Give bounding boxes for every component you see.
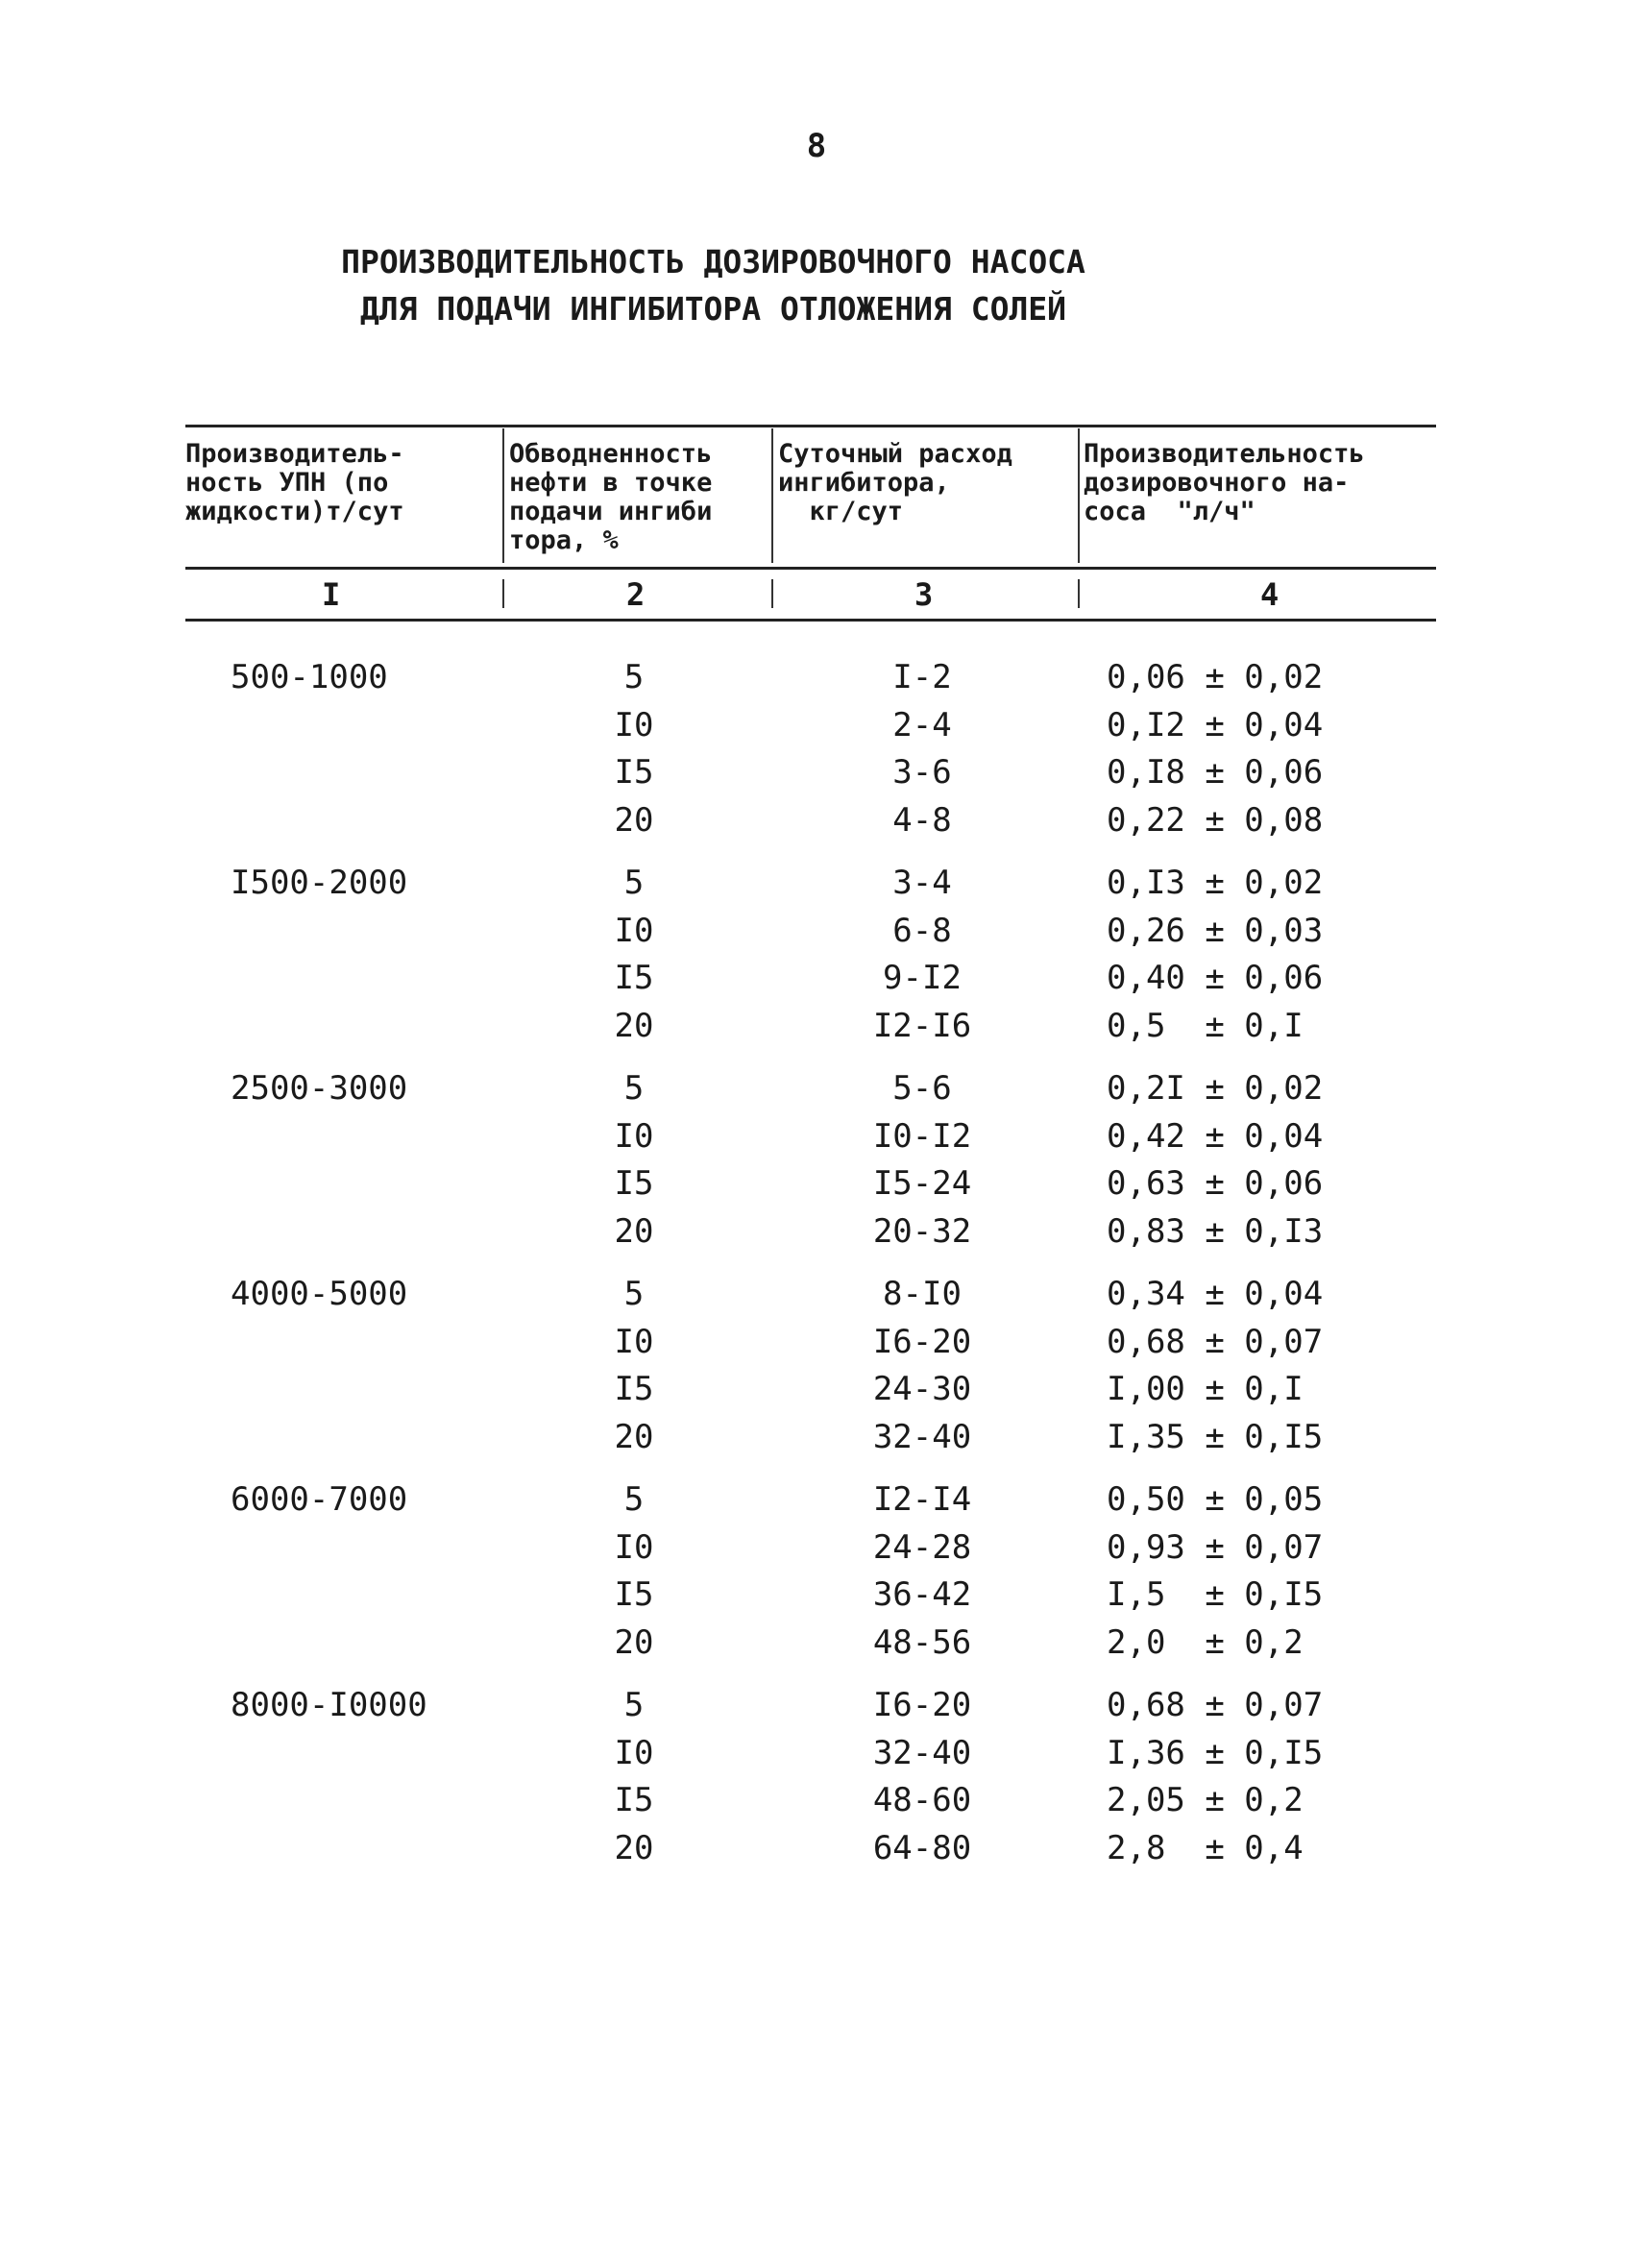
column-number: I — [322, 576, 341, 613]
water-cut-cell: I0 — [614, 1734, 654, 1772]
column-separator — [502, 428, 504, 563]
water-cut-cell: 5 — [623, 1275, 645, 1313]
water-cut-cell: 5 — [623, 658, 645, 696]
water-cut-cell: 20 — [614, 1829, 654, 1867]
capacity-range: 2500-3000 — [231, 1069, 408, 1108]
water-cut-cell: I0 — [614, 1323, 654, 1361]
daily-consumption-cell: 8-I0 — [883, 1275, 962, 1313]
page-number: 8 — [806, 127, 827, 165]
daily-consumption-cell: 3-4 — [892, 864, 952, 902]
daily-consumption-cell: 4-8 — [892, 801, 952, 840]
capacity-range: 8000-I0000 — [231, 1686, 427, 1724]
water-cut-cell: I5 — [614, 1164, 654, 1203]
water-cut-cell: 20 — [614, 801, 654, 840]
daily-consumption-cell: 32-40 — [872, 1418, 972, 1456]
daily-consumption-cell: 24-28 — [872, 1528, 972, 1567]
pump-capacity-cell: 2,05 ± 0,2 — [1107, 1781, 1304, 1819]
header-bottom-rule — [185, 567, 1436, 570]
column-number: 3 — [914, 576, 934, 613]
daily-consumption-cell: I6-20 — [872, 1323, 972, 1361]
pump-capacity-cell: I,5 ± 0,I5 — [1107, 1575, 1324, 1614]
water-cut-cell: 5 — [623, 1480, 645, 1519]
daily-consumption-cell: 36-42 — [872, 1575, 972, 1614]
daily-consumption-cell: I0-I2 — [872, 1117, 972, 1156]
column-separator — [771, 579, 773, 608]
daily-consumption-cell: 48-56 — [872, 1623, 972, 1662]
water-cut-cell: I5 — [614, 753, 654, 792]
document-title-line-1: ПРОИЗВОДИТЕЛЬНОСТЬ ДОЗИРОВОЧНОГО НАСОСА — [341, 243, 1085, 280]
column-separator — [502, 579, 504, 608]
pump-capacity-cell: 0,93 ± 0,07 — [1107, 1528, 1324, 1567]
daily-consumption-cell: 2-4 — [892, 706, 952, 744]
water-cut-cell: 20 — [614, 1212, 654, 1251]
daily-consumption-cell: I5-24 — [872, 1164, 972, 1203]
daily-consumption-cell: 24-30 — [872, 1370, 972, 1408]
header-capacity: Производитель- ность УПН (по жидкости)т/сут — [185, 439, 404, 526]
daily-consumption-cell: 9-I2 — [883, 959, 962, 997]
pump-capacity-cell: 0,40 ± 0,06 — [1107, 959, 1324, 997]
pump-capacity-cell: 0,26 ± 0,03 — [1107, 912, 1324, 950]
daily-consumption-cell: 20-32 — [872, 1212, 972, 1251]
water-cut-cell: I5 — [614, 1781, 654, 1819]
daily-consumption-cell: 5-6 — [892, 1069, 952, 1108]
water-cut-cell: I0 — [614, 1117, 654, 1156]
water-cut-cell: 5 — [623, 864, 645, 902]
pump-capacity-cell: 0,68 ± 0,07 — [1107, 1323, 1324, 1361]
daily-consumption-cell: 6-8 — [892, 912, 952, 950]
water-cut-cell: I0 — [614, 912, 654, 950]
column-separator — [1078, 428, 1080, 563]
pump-capacity-cell: 2,8 ± 0,4 — [1107, 1829, 1304, 1867]
water-cut-cell: 20 — [614, 1418, 654, 1456]
daily-consumption-cell: I-2 — [892, 658, 952, 696]
pump-capacity-cell: 0,I3 ± 0,02 — [1107, 864, 1324, 902]
daily-consumption-cell: 48-60 — [872, 1781, 972, 1819]
pump-capacity-cell: I,36 ± 0,I5 — [1107, 1734, 1324, 1772]
column-number: 4 — [1260, 576, 1280, 613]
pump-capacity-cell: 2,0 ± 0,2 — [1107, 1623, 1304, 1662]
column-number: 2 — [626, 576, 646, 613]
pump-capacity-cell: I,00 ± 0,I — [1107, 1370, 1304, 1408]
pump-capacity-cell: 0,83 ± 0,I3 — [1107, 1212, 1324, 1251]
capacity-range: I500-2000 — [231, 864, 408, 902]
pump-capacity-cell: 0,50 ± 0,05 — [1107, 1480, 1324, 1519]
water-cut-cell: I5 — [614, 1575, 654, 1614]
header-pump-capacity: Производительность дозировочного на- соса "л/ч" — [1084, 439, 1365, 526]
pump-capacity-cell: 0,68 ± 0,07 — [1107, 1686, 1324, 1724]
pump-capacity-cell: 0,5 ± 0,I — [1107, 1007, 1304, 1045]
daily-consumption-cell: I6-20 — [872, 1686, 972, 1724]
water-cut-cell: 5 — [623, 1686, 645, 1724]
pump-capacity-cell: 0,2I ± 0,02 — [1107, 1069, 1324, 1108]
pump-capacity-cell: 0,I8 ± 0,06 — [1107, 753, 1324, 792]
table-top-rule — [185, 425, 1436, 427]
document-title-line-2: ДЛЯ ПОДАЧИ ИНГИБИТОРА ОТЛОЖЕНИЯ СОЛЕЙ — [359, 290, 1067, 328]
pump-capacity-cell: 0,42 ± 0,04 — [1107, 1117, 1324, 1156]
daily-consumption-cell: 3-6 — [892, 753, 952, 792]
pump-capacity-cell: I,35 ± 0,I5 — [1107, 1418, 1324, 1456]
pump-capacity-cell: 0,06 ± 0,02 — [1107, 658, 1324, 696]
column-separator — [771, 428, 773, 563]
column-separator — [1078, 579, 1080, 608]
water-cut-cell: 20 — [614, 1623, 654, 1662]
water-cut-cell: 5 — [623, 1069, 645, 1108]
daily-consumption-cell: I2-I6 — [872, 1007, 972, 1045]
pump-capacity-cell: 0,34 ± 0,04 — [1107, 1275, 1324, 1313]
water-cut-cell: I5 — [614, 959, 654, 997]
capacity-range: 4000-5000 — [231, 1275, 408, 1313]
water-cut-cell: I5 — [614, 1370, 654, 1408]
daily-consumption-cell: I2-I4 — [872, 1480, 972, 1519]
water-cut-cell: 20 — [614, 1007, 654, 1045]
capacity-range: 500-1000 — [231, 658, 388, 696]
capacity-range: 6000-7000 — [231, 1480, 408, 1519]
pump-capacity-cell: 0,22 ± 0,08 — [1107, 801, 1324, 840]
water-cut-cell: I0 — [614, 1528, 654, 1567]
water-cut-cell: I0 — [614, 706, 654, 744]
header-water-cut: Обводненность нефти в точке подачи ингиби тора, % — [509, 439, 713, 555]
header-daily-consumption: Суточный расход ингибитора, кг/сут — [778, 439, 1012, 526]
column-numbers-bottom-rule — [185, 619, 1436, 622]
daily-consumption-cell: 32-40 — [872, 1734, 972, 1772]
daily-consumption-cell: 64-80 — [872, 1829, 972, 1867]
pump-capacity-cell: 0,63 ± 0,06 — [1107, 1164, 1324, 1203]
pump-capacity-cell: 0,I2 ± 0,04 — [1107, 706, 1324, 744]
